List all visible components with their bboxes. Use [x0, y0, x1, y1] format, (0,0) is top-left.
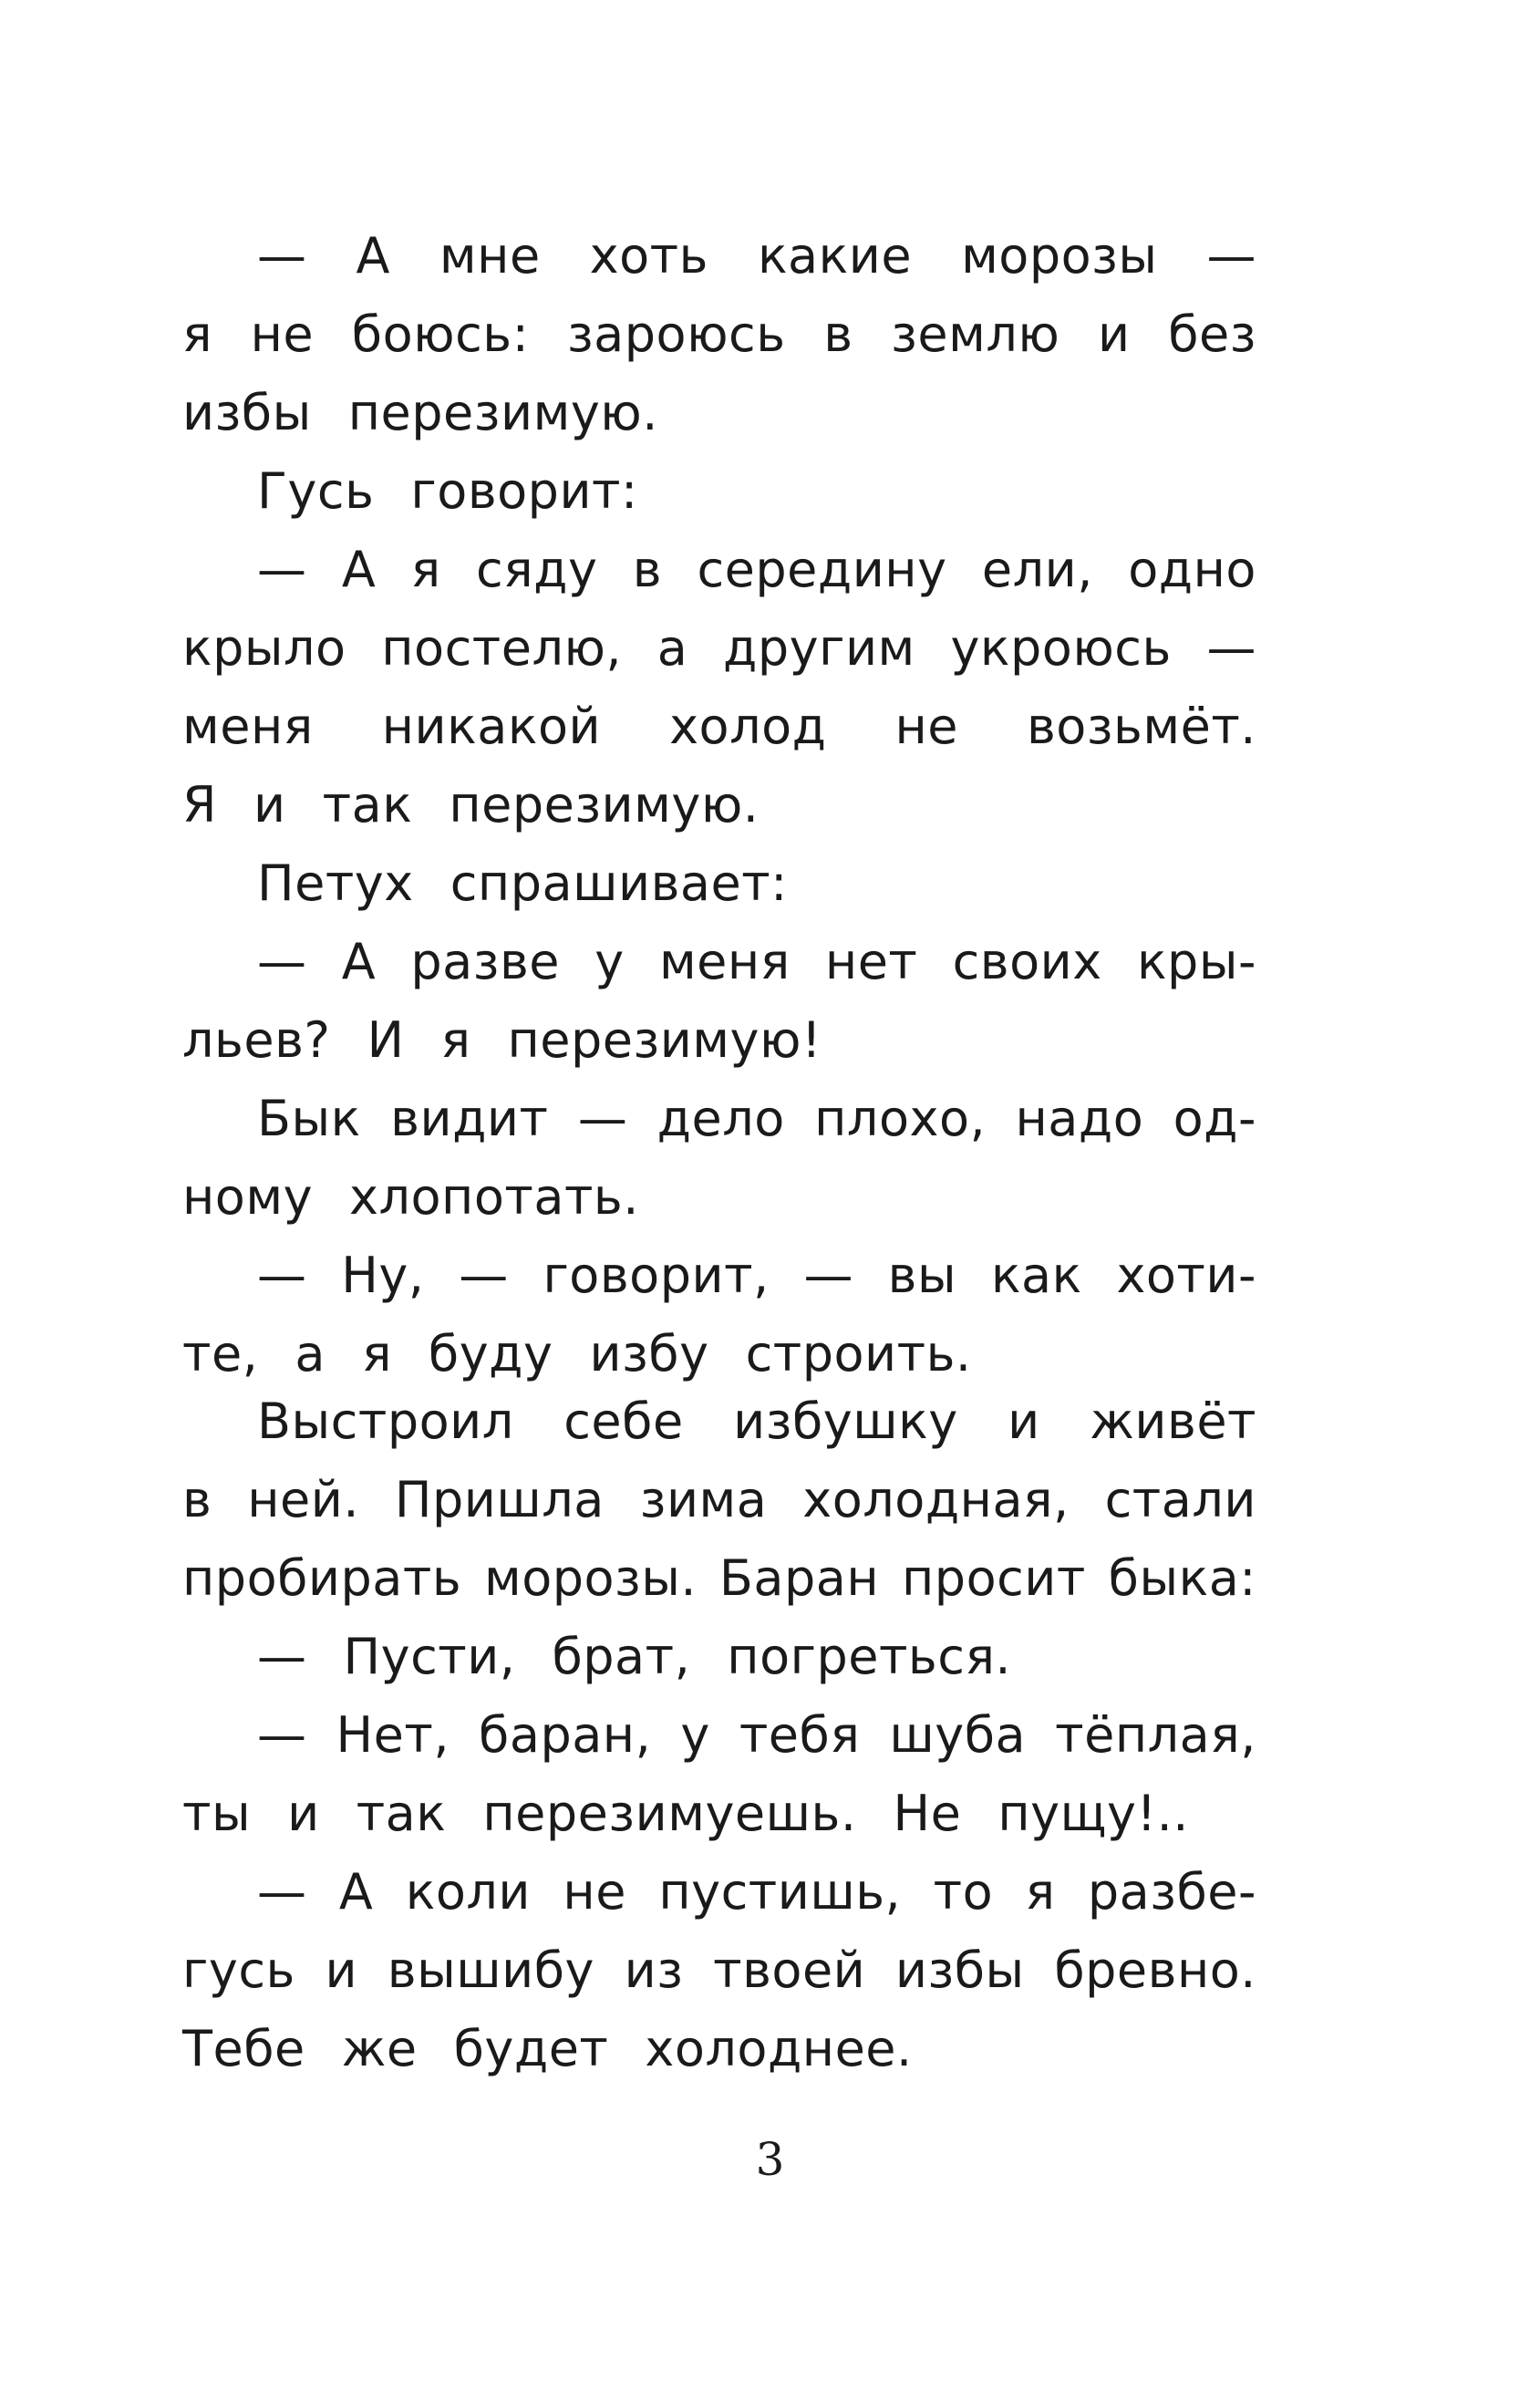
- text-line: Я и так перезимую.: [182, 776, 760, 834]
- text-block: [182, 1853, 1256, 2088]
- text-line: — А разве у меня нет своих кры-: [257, 933, 1256, 990]
- text-line: Выстроил себе избушку и живёт: [257, 1393, 1256, 1450]
- text-line: — Нет, баран, у тебя шуба тёплая,: [257, 1706, 1256, 1764]
- text-block: [182, 1382, 1256, 1853]
- text-line: — А коли не пустишь, то я разбе-: [257, 1863, 1256, 1921]
- text-line: те, а я буду избу строить.: [182, 1325, 972, 1382]
- text-line: Бык видит — дело плохо, надо од-: [257, 1090, 1256, 1147]
- text-line: льев? И я перезимую!: [182, 1011, 822, 1069]
- text-line: Тебе же будет холоднее.: [182, 2020, 913, 2077]
- text-line: — А мне хоть какие морозы —: [257, 227, 1256, 285]
- text-line: — Ну, — говорит, — вы как хоти-: [257, 1247, 1256, 1304]
- text-line: я не боюсь: зароюсь в землю и без: [182, 305, 1256, 363]
- text-line: избы перезимую.: [182, 384, 658, 441]
- text-line: — А я сяду в середину ели, одно: [257, 541, 1256, 598]
- text-line: Петух спрашивает:: [257, 854, 788, 912]
- text-line: гусь и вышибу из твоей избы бревно.: [182, 1942, 1256, 1999]
- text-line: меня никакой холод не возьмёт.: [182, 698, 1256, 755]
- text-line: — Пусти, брат, погреться.: [257, 1628, 1012, 1685]
- text-line: пробирать морозы. Баран просит быка:: [182, 1549, 1256, 1607]
- page-number: 3: [755, 2133, 785, 2186]
- text-line: ты и так перезимуешь. Не пущу!..: [182, 1785, 1189, 1842]
- text-block: [182, 217, 1256, 1393]
- text-line: крыло постелю, а другим укроюсь —: [182, 619, 1256, 677]
- text-line: Гусь говорит:: [257, 462, 638, 520]
- text-line: ному хлопотать.: [182, 1168, 639, 1226]
- text-line: в ней. Пришла зима холодная, стали: [182, 1471, 1256, 1528]
